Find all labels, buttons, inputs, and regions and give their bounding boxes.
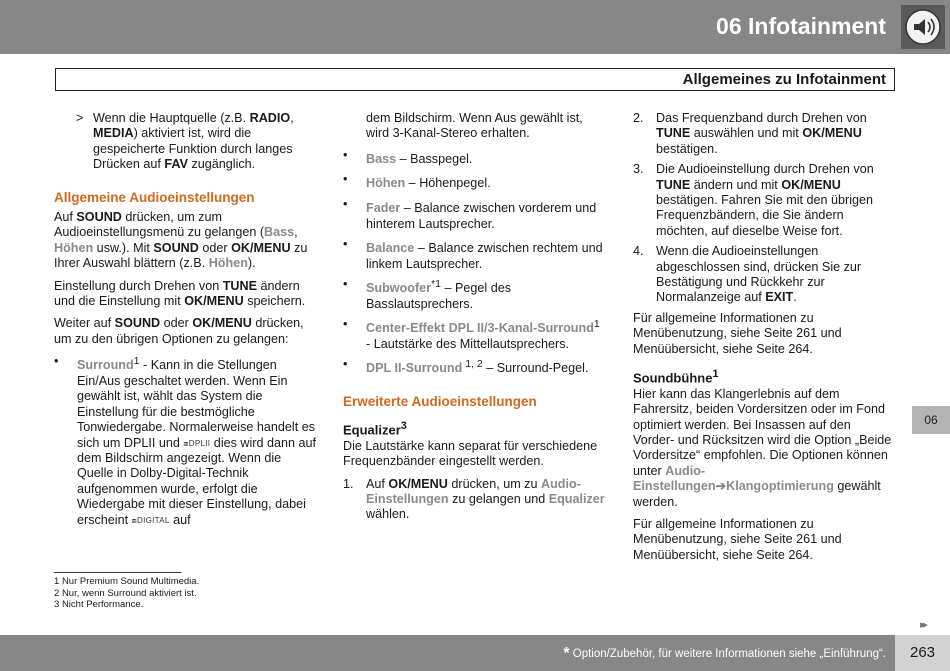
text: drücken, um zu den übrigen Optionen zu gelangen:: [54, 316, 304, 346]
section-title: Allgemeines zu Infotainment: [682, 71, 886, 88]
bullet-item-surround: [54, 354, 318, 528]
bullet-list: [343, 148, 605, 377]
bullet-marker: •: [343, 197, 348, 211]
key-ok-menu: OK/MENU: [184, 294, 244, 309]
paragraph: Die Lautstärke kann separat für verschiedene Frequenzbänder eingestellt werden.: [343, 438, 598, 469]
menu-hoehen: Höhen: [208, 256, 248, 271]
text: wählen.: [366, 507, 410, 522]
menu-audio-settings: Audio-Einstellungen: [366, 476, 581, 506]
chapter-header: [0, 0, 950, 54]
footnote-text: Nur, wenn Surround aktiviert ist.: [61, 587, 197, 599]
key-ok-menu: OK/MENU: [802, 126, 862, 141]
footnote-number: 2: [54, 587, 60, 599]
text: Weiter auf: [54, 316, 115, 331]
text: Auf: [54, 210, 77, 225]
step-number: 3.: [633, 162, 644, 177]
key-tune: TUNE: [222, 278, 258, 293]
text: Wenn die Audioeinstellungen abgeschlossen sind, drücken Sie zur Bestätigung und Rückkehr zur Normalanzeige auf: [656, 244, 862, 305]
text: - Kann in die Stellungen Ein/Aus geschaltet werden. Wenn Ein gewählt ist, wählt das System die Einstellung für die bestmögliche Tonwiedergabe. Normalerweise handelt es sich um DPLII und: [77, 358, 316, 450]
text: drücken, um zum Audioeinstellungsmenü zu gelangen (: [54, 210, 265, 240]
key-ok-menu: OK/MENU: [192, 316, 252, 331]
text: ).: [247, 256, 256, 271]
text: ändern und mit: [690, 177, 782, 192]
menu-option: Center-Effekt DPL II/3-Kanal-Surround: [366, 321, 594, 336]
menu-hoehen: Höhen: [54, 240, 94, 255]
text: – Balance zwischen rechtem und linkem Lautsprecher.: [366, 241, 603, 271]
step-marker: >: [76, 111, 84, 125]
heading-advanced-settings: Erweiterte Audioeinstellungen: [343, 393, 537, 409]
bullet-item: [343, 148, 605, 168]
text: bestätigen. Fahren Sie mit den übrigen Frequenzbändern, die Sie ändern möchten, auf dieselbe Weise fort.: [656, 193, 874, 238]
dolby-digital-logo-icon: ⧈DIGITAL: [131, 515, 170, 525]
text: – Basspegel.: [396, 152, 473, 166]
text: oder: [198, 240, 232, 255]
key-sound: SOUND: [153, 240, 199, 255]
key-exit: EXIT: [765, 290, 794, 305]
footnote-ref: 1: [593, 318, 600, 330]
page-number: 263: [895, 635, 950, 671]
asterisk: *: [563, 645, 570, 662]
menu-audio-settings: Audio-Einstellungen: [633, 463, 716, 494]
footnote: [54, 576, 199, 588]
footnote-ref: 1: [712, 368, 719, 381]
bullet-item: [343, 172, 605, 192]
column-middle: [343, 111, 605, 528]
bullet-marker: •: [343, 172, 348, 187]
menu-option: DPL II-Surround: [366, 361, 463, 376]
text: ) aktiviert ist, wird die gespeicherte Funktion durch langes Drücken auf: [93, 126, 293, 172]
arrow-right-icon: ➔: [715, 479, 727, 494]
bullet-marker: •: [343, 317, 348, 331]
text: Equalizer: [343, 422, 401, 438]
bullet-item: [343, 277, 605, 312]
menu-option: Bass: [366, 152, 397, 166]
text: dies wird dann auf dem Bildschirm angezeigt. Wenn die Quelle in Dolby-Digital-Technik aufgenommen wurde, erfolgt die Wiedergabe mit dieser Einstellung, dabei erscheint: [77, 435, 317, 527]
key-tune: TUNE: [656, 126, 691, 141]
text: – Balance zwischen vorderem und hinterem Lautsprecher.: [366, 201, 597, 231]
paragraph: Für allgemeine Informationen zu Menübenutzung, siehe Seite 261 und Menüübersicht, siehe Seite 264.: [633, 310, 842, 356]
text: Soundbühne: [633, 370, 713, 386]
heading-audio-settings: Allgemeine Audioeinstellungen: [54, 189, 255, 205]
column-right: [633, 111, 895, 570]
text: - Lautstärke des Mittellautsprechers.: [366, 336, 569, 351]
bullet-item: [343, 197, 605, 232]
footnote-number: 3: [54, 599, 60, 610]
text: Option/Zubehör, für weitere Informationen siehe „Einführung“.: [569, 648, 886, 660]
bullet-marker: •: [343, 237, 348, 251]
key-ok-menu: OK/MENU: [388, 476, 448, 491]
menu-option: Subwoofer: [366, 281, 432, 296]
key-media: MEDIA: [93, 126, 134, 141]
menu-option: Fader: [366, 201, 401, 216]
footer-note: [563, 645, 886, 663]
key-sound: SOUND: [114, 316, 161, 331]
bullet-item: [343, 357, 605, 377]
text: bestätigen.: [656, 141, 718, 156]
menu-sound-optimization: Klangoptimierung: [726, 479, 834, 494]
text: Einstellung durch Drehen von: [54, 278, 223, 293]
next-page-icon: ▸▸: [920, 619, 926, 631]
text: Die Audioeinstellung durch Drehen von: [656, 162, 874, 177]
paragraph: [54, 316, 318, 347]
key-tune: TUNE: [656, 177, 691, 192]
text: dem Bildschirm. Wenn Aus gewählt ist, wird 3-Kanal-Stereo erhalten.: [366, 111, 583, 141]
key-sound: SOUND: [76, 210, 122, 225]
heading-soundstage: [633, 367, 895, 386]
step-item: [633, 111, 895, 157]
key-radio: RADIO: [249, 111, 291, 125]
menu-option: Höhen: [366, 176, 406, 191]
bullet-marker: •: [343, 277, 348, 291]
text: zu gelangen und: [448, 491, 549, 506]
bullet-item: [343, 317, 605, 352]
text: ,: [294, 225, 298, 240]
footer-bar: [0, 635, 895, 671]
text: – Höhenpegel.: [405, 176, 491, 191]
logo-text: DPLII: [188, 438, 211, 448]
text: Auf: [366, 476, 389, 491]
menu-option: Balance: [366, 241, 415, 256]
step-item: [633, 162, 895, 239]
step-item: [343, 477, 605, 523]
column-left: [54, 111, 318, 533]
footnote-ref: 1, 2: [462, 358, 483, 370]
paragraph: Für allgemeine Informationen zu Menübenutzung, siehe Seite 261 und Menüübersicht, siehe Seite 264.: [633, 517, 842, 562]
text: usw.). Mit: [93, 240, 154, 255]
step-number: 4.: [633, 244, 644, 259]
footnote-number: 1: [54, 576, 60, 587]
footnote: [54, 588, 199, 600]
paragraph: [633, 387, 895, 510]
text: Das Frequenzband durch Drehen von: [656, 111, 867, 125]
footnote: [54, 599, 199, 611]
paragraph: [54, 279, 318, 310]
menu-surround: Surround: [77, 358, 134, 373]
bullet-continuation: [343, 111, 605, 142]
text: Wenn die Hauptquelle (z.B.: [93, 111, 250, 125]
footnote-ref: 3: [400, 420, 407, 432]
footnote-divider: [54, 572, 181, 573]
step-number: 1.: [343, 476, 354, 491]
footnote-ref: *1: [431, 278, 442, 290]
bullet-marker: •: [343, 357, 348, 371]
key-ok-menu: OK/MENU: [231, 240, 291, 255]
key-ok-menu: OK/MENU: [781, 177, 841, 192]
text: ,: [290, 111, 294, 125]
text: – Surround-Pegel.: [482, 361, 589, 376]
text: zu Ihrer Auswahl blättern (z.B.: [54, 240, 308, 271]
text: speichern.: [243, 294, 306, 309]
step-item: [54, 111, 318, 173]
dolby-pl2-logo-icon: ⧈DPLII: [183, 438, 211, 448]
menu-equalizer: Equalizer: [548, 491, 605, 506]
text: ändern und die Einstellung mit: [54, 278, 300, 309]
footnote-ref: 1: [133, 355, 140, 368]
text: drücken, um zu: [447, 476, 541, 491]
text: .: [793, 290, 797, 305]
text: oder: [160, 316, 193, 331]
text: – Pegel des Basslautsprechers.: [366, 281, 512, 311]
footnote-text: Nur Premium Sound Multimedia.: [61, 576, 200, 587]
footnote-text: Nicht Performance.: [61, 599, 144, 610]
text: gewählt werden.: [633, 479, 881, 509]
step-number: 2.: [633, 111, 644, 125]
step-item: [633, 244, 895, 306]
chapter-title: 06 Infotainment: [716, 13, 886, 39]
text: Hier kann das Klangerlebnis auf dem Fahrersitz, beiden Vordersitzen oder im Fond optimiert werden. Bei Insassen auf den Vorder- und Rücksitzen wird die Option „Beide Vordersitze“ empfohlen. Die Optionen können unter: [633, 386, 892, 478]
menu-bass: Bass: [264, 225, 295, 240]
section-header: [55, 68, 895, 91]
text: auswählen und mit: [690, 126, 803, 141]
bullet-marker: •: [54, 354, 59, 369]
speaker-icon: [901, 5, 945, 49]
key-fav: FAV: [164, 157, 188, 172]
bullet-marker: •: [343, 147, 348, 162]
chapter-tab: 06: [912, 406, 950, 434]
bullet-item: [343, 237, 605, 272]
logo-text: DIGITAL: [137, 515, 170, 525]
text: zugänglich.: [187, 157, 256, 172]
subheading-equalizer: [343, 419, 605, 438]
text: auf: [169, 512, 191, 527]
paragraph: [54, 210, 318, 272]
footnotes: [54, 576, 199, 611]
